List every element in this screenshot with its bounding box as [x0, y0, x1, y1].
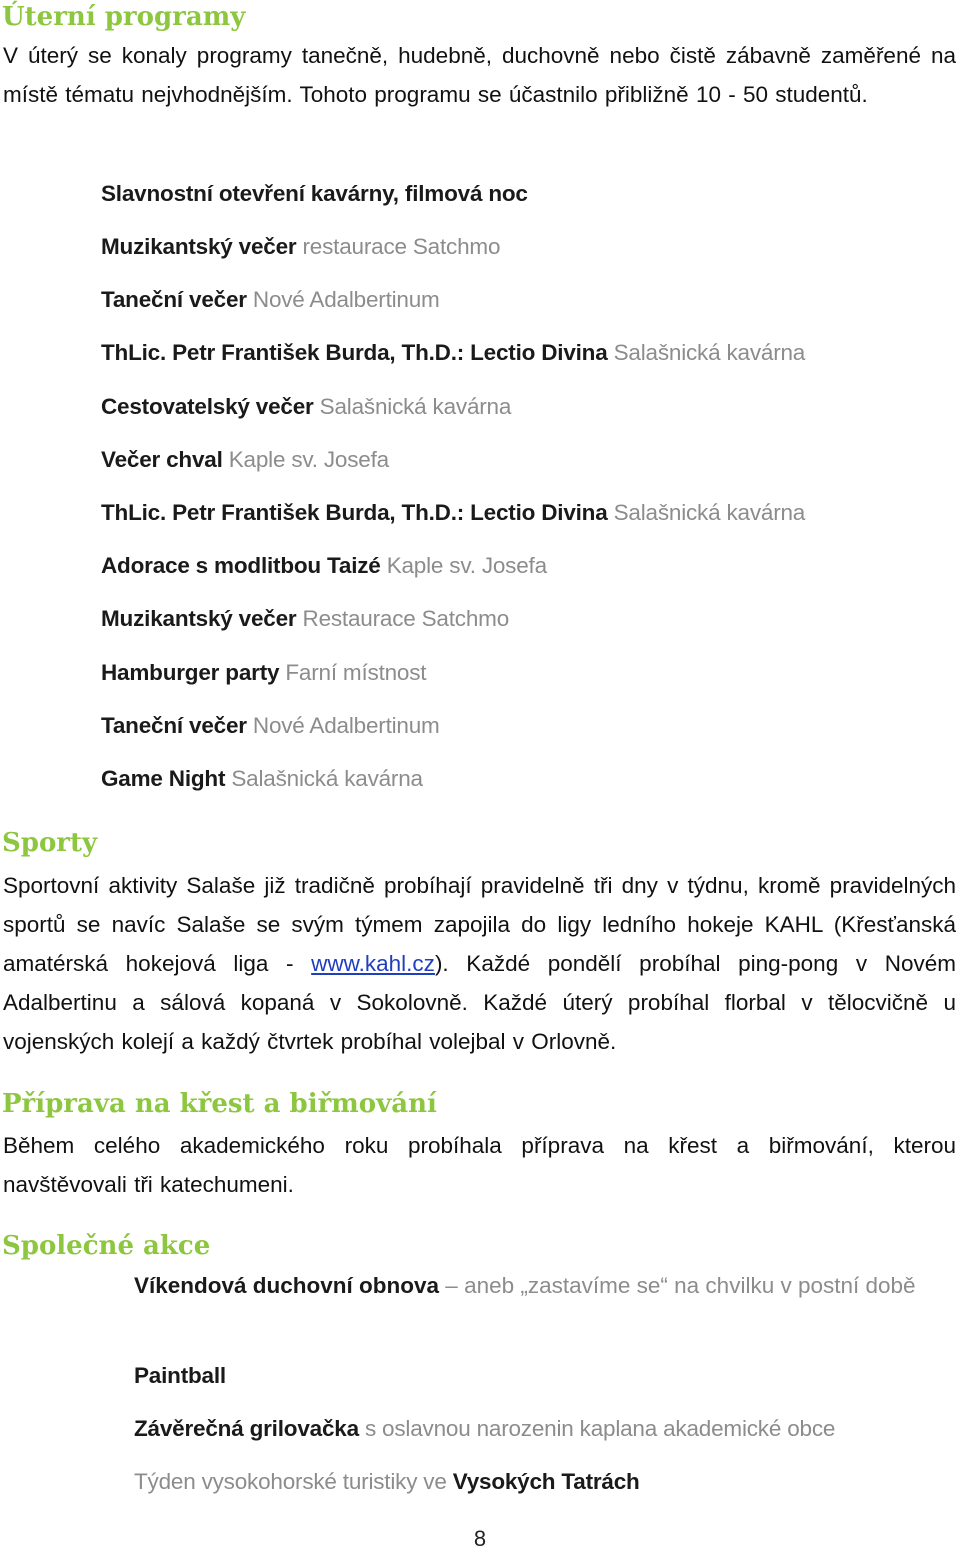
- event-place: Nové Adalbertinum: [252, 287, 440, 312]
- event-title: [101, 660, 426, 686]
- event-place: Nové Adalbertinum: [252, 713, 440, 738]
- event-title-text: Taneční večer: [101, 713, 247, 738]
- page-number: 8: [473, 1526, 487, 1551]
- event-title-text: Muzikantský večer: [101, 234, 297, 259]
- heading-utery: Úterní programy: [2, 2, 246, 32]
- event-place: Kaple sv. Josefa: [228, 447, 389, 472]
- kahl-link[interactable]: www.kahl.cz: [311, 951, 435, 976]
- event-title: [101, 181, 528, 207]
- event-detail: Týden vysokohorské turistiky ve: [134, 1469, 453, 1494]
- heading-spolecne: Společné akce: [2, 1231, 211, 1261]
- event-title: [134, 1469, 640, 1495]
- event-title-text: Game Night: [101, 766, 226, 791]
- event-title-text: Hamburger party: [101, 660, 280, 685]
- event-title-text: Adorace s modlitbou Taizé: [101, 553, 381, 578]
- event-title-text: Večer chval: [101, 447, 223, 472]
- event-title: Paintball: [134, 1363, 226, 1388]
- sporty-text-before: Sportovní aktivity Salaše již tradičně probíhají pravidelně tři dny v týdnu, kromě pravidelných sportů se navíc Salaše se svým týmem zapojila do ligy ledního hokeje KAHL (Křesťanská amatérská hokejová liga -: [3, 873, 956, 976]
- event-title: [134, 1416, 835, 1442]
- sporty-text-after: ). Každé pondělí probíhal ping-pong v Novém Adalbertinu a sálová kopaná v Sokolovně. Každé úterý probíhal florbal v tělocvičně u vojenských kolejí a každý čtvrtek probíhal volejbal v Orlovně.: [3, 951, 956, 1054]
- event-place: Restaurace Satchmo: [302, 606, 510, 631]
- event-detail: – aneb „zastavíme se“ na chvilku v postní době: [439, 1273, 916, 1298]
- paragraph-utery-intro: V úterý se konaly programy tanečně, hudebně, duchovně nebo čistě zábavně zaměřené na místě tématu nejvhodnějším. Tohoto programu se účastnilo přibližně 10 - 50 studentů.: [3, 43, 956, 107]
- event-place: Salašnická kavárna: [319, 394, 512, 419]
- event-title: [101, 713, 440, 739]
- event-title-text: Muzikantský večer: [101, 606, 297, 631]
- event-title-text: Slavnostní otevření kavárny, filmová noc: [101, 181, 528, 206]
- paragraph-sporty: [3, 866, 956, 1061]
- event-title: [101, 606, 509, 632]
- event-place: Salašnická kavárna: [613, 340, 806, 365]
- event-title: [101, 447, 389, 473]
- event-description: [134, 1266, 944, 1306]
- heading-sporty: Sporty: [2, 828, 98, 858]
- event-title: [101, 553, 547, 579]
- event-title-text: ThLic. Petr František Burda, Th.D.: Lectio Divina: [101, 500, 608, 525]
- event-title: [101, 340, 805, 366]
- event-title-text: Cestovatelský večer: [101, 394, 314, 419]
- event-place: Farní místnost: [285, 660, 427, 685]
- event-title: [101, 234, 500, 260]
- event-place: Salašnická kavárna: [613, 500, 806, 525]
- event-title-text: ThLic. Petr František Burda, Th.D.: Lectio Divina: [101, 340, 608, 365]
- event-title-text: Vysokých Tatrách: [452, 1469, 640, 1494]
- event-place: s oslavnou narozenin kaplana akademické obce: [364, 1416, 836, 1441]
- event-title: [101, 394, 511, 420]
- event-place: Salašnická kavárna: [231, 766, 423, 791]
- event-title: [101, 500, 805, 526]
- event-title: [101, 766, 423, 792]
- paragraph-priprava: Během celého akademického roku probíhala příprava na křest a biřmování, kterou navštěvovali tři katechumeni.: [3, 1133, 956, 1197]
- heading-priprava: Příprava na křest a biřmování: [2, 1089, 437, 1119]
- event-place: restaurace Satchmo: [302, 234, 501, 259]
- event-place: Kaple sv. Josefa: [386, 553, 547, 578]
- event-title: Víkendová duchovní obnova: [134, 1273, 440, 1298]
- event-title-text: Závěrečná grilovačka: [134, 1416, 359, 1441]
- event-title: [101, 287, 440, 313]
- event-title-text: Taneční večer: [101, 287, 247, 312]
